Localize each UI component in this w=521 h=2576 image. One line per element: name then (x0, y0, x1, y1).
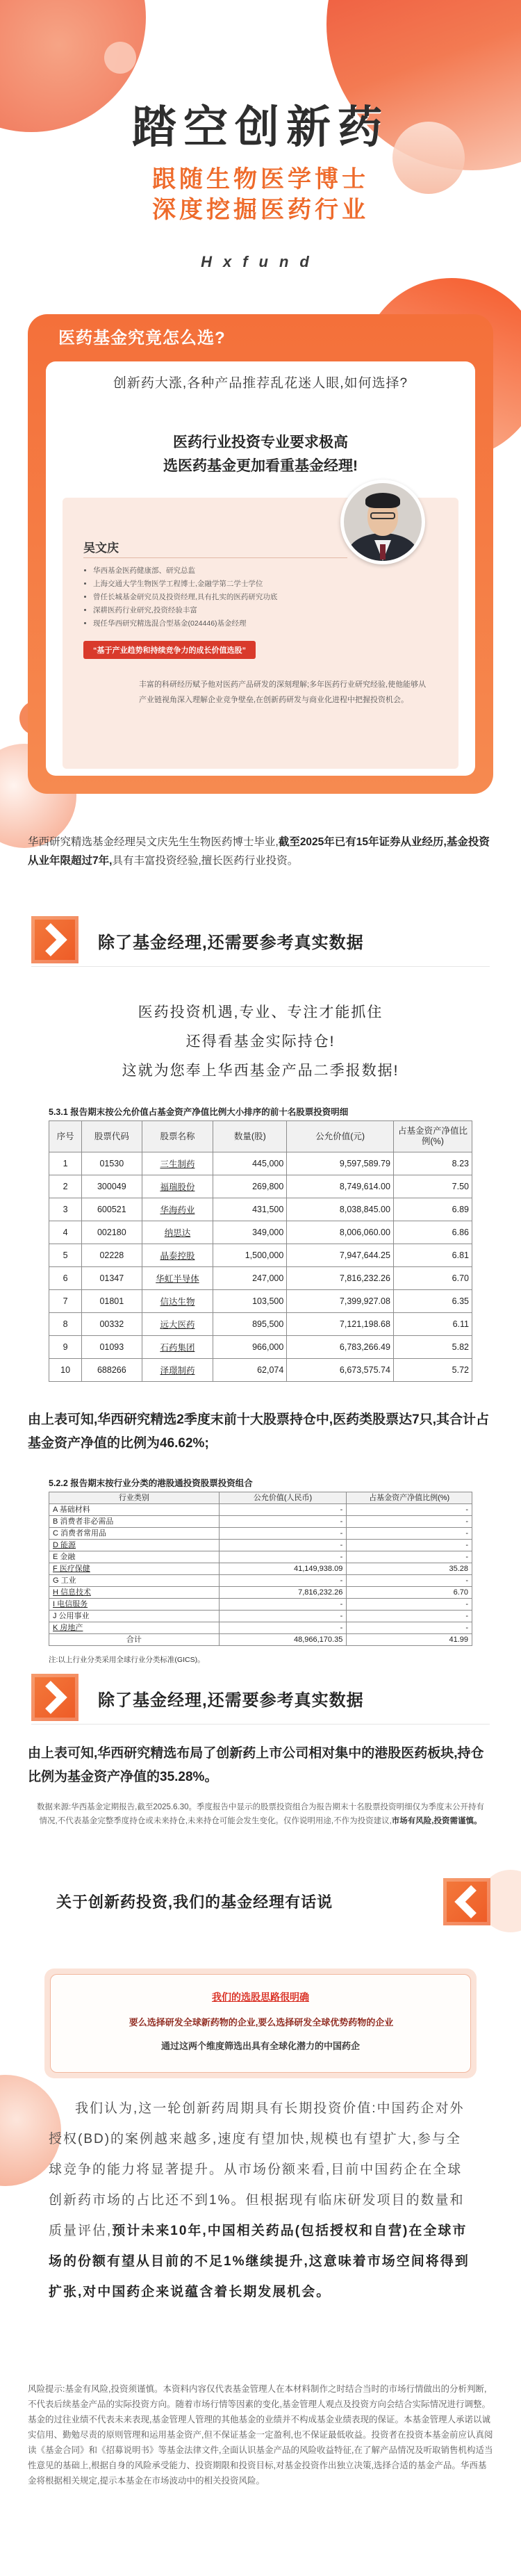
col-header: 行业类别 (49, 1492, 220, 1504)
manager-intro (28, 833, 493, 870)
cell-code: 00332 (82, 1313, 142, 1336)
col-header: 公允价值(人民币) (219, 1492, 347, 1504)
manager-view (49, 2094, 472, 2308)
table-row (49, 1313, 472, 1336)
table-row (49, 1575, 472, 1587)
banner-title: 除了基金经理,还需要参考真实数据 (98, 934, 364, 952)
cell-industry: G 工业 (49, 1575, 220, 1587)
arrow-right-icon (31, 1674, 78, 1721)
manager-note: 丰富的科研经历赋予他对医药产品研发的深刻理解;多年医药行业研究经验,使他能够从产业链视角深入理解企业竞争壁垒,在创新药研发与商业化进程中把握投资机会。 (139, 680, 427, 704)
card-question: 创新药大涨,各种产品推荐乱花迷人眼,如何选择? (113, 376, 408, 391)
slogan-line: 还得看基金实际持仓! (185, 1034, 336, 1050)
cell-index: 2 (49, 1175, 82, 1198)
cell-stock-name[interactable]: 石药集团 (142, 1336, 213, 1359)
cell-fair-value: - (219, 1575, 347, 1587)
table-row (49, 1198, 472, 1221)
hero-subtitle-line: 深度挖掘医药行业 (152, 197, 369, 223)
card-highlight-line: 医药行业投资专业要求极高 (173, 434, 348, 450)
cell-fair-value: 9,597,589.79 (287, 1152, 394, 1175)
card-highlight (60, 431, 461, 478)
cell-ratio: - (347, 1551, 472, 1563)
table-row (49, 1563, 472, 1575)
holdings-summary: 由上表可知,华西研究精选2季度末前十大股票持仓中,医药类股票达7只,其合计占基金资产净值的比例为46.62%; (28, 1412, 489, 1451)
cell-fair-value: 8,038,845.00 (287, 1198, 394, 1221)
cell-stock-name[interactable]: 纳思达 (142, 1221, 213, 1244)
card-title: 医药基金究竟怎么选? (58, 329, 226, 348)
top-holdings-table (49, 1120, 472, 1382)
cell-industry: A 基础材料 (49, 1504, 220, 1516)
section-banner (31, 916, 490, 967)
strategy-quote (50, 1974, 471, 2073)
fund-selection-card (28, 314, 493, 794)
bio-item: • 现任华西研究精选混合型基金(024446)基金经理 (93, 617, 447, 630)
cell-fair-value: 6,673,575.74 (287, 1359, 394, 1382)
intro-text: 具有丰富投资经验,擅长医药行业投资。 (112, 855, 299, 867)
cell-ratio: - (347, 1540, 472, 1551)
cell-quantity: 103,500 (213, 1290, 287, 1313)
cell-ratio: - (347, 1516, 472, 1528)
cell-code: 300049 (82, 1175, 142, 1198)
table-header-row (49, 1121, 472, 1152)
cell-quantity: 62,074 (213, 1359, 287, 1382)
cell-code: 01801 (82, 1290, 142, 1313)
card-panel (46, 361, 475, 776)
bio-item: • 深耕医药行业研究,投资经验丰富 (93, 604, 447, 617)
cell-fair-value: - (219, 1540, 347, 1551)
table-row (49, 1336, 472, 1359)
cell-ratio: 35.28 (347, 1563, 472, 1575)
cell-fair-value: 7,121,198.68 (287, 1313, 394, 1336)
cell-code: 01093 (82, 1336, 142, 1359)
manager-avatar (340, 480, 425, 564)
col-header: 数量(股) (213, 1121, 287, 1152)
strategy-quote-frame (44, 1968, 477, 2078)
cell-fair-value: 8,006,060.00 (287, 1221, 394, 1244)
table-row (49, 1244, 472, 1267)
table-header-row (49, 1492, 472, 1504)
cell-stock-name[interactable]: 泽璟制药 (142, 1359, 213, 1382)
table-row (49, 1551, 472, 1563)
section-header-title: 关于创新药投资,我们的基金经理有话说 (56, 1893, 333, 1911)
cell-index: 3 (49, 1198, 82, 1221)
cell-industry: C 消费者常用品 (49, 1528, 220, 1540)
table-row (49, 1267, 472, 1290)
cell-quantity: 431,500 (213, 1198, 287, 1221)
cell-ratio: 7.50 (393, 1175, 472, 1198)
cell-index: 1 (49, 1152, 82, 1175)
page-title: 踏空创新药 (132, 102, 389, 152)
cell-fair-value: 8,749,614.00 (287, 1175, 394, 1198)
banner-tile (31, 1674, 78, 1721)
table-row (49, 1516, 472, 1528)
cell-stock-name[interactable]: 华海药业 (142, 1198, 213, 1221)
decor-circle (104, 42, 136, 74)
col-header: 公允价值(元) (287, 1121, 394, 1152)
cell-ratio: 6.35 (393, 1290, 472, 1313)
cell-fair-value: - (219, 1528, 347, 1540)
section-header (31, 1878, 490, 1927)
bio-item: • 曾任长城基金研究员及投资经理,具有扎实的医药研究功底 (93, 591, 447, 604)
table-row (49, 1504, 472, 1516)
cell-stock-name[interactable]: 三生制药 (142, 1152, 213, 1175)
cell-code: 002180 (82, 1221, 142, 1244)
data-source-note (35, 1800, 486, 1828)
slogan-line: 医药投资机遇,专业、专注才能抓住 (138, 1004, 383, 1020)
avatar-tie (380, 544, 386, 560)
banner-title: 除了基金经理,还需要参考真实数据 (98, 1691, 364, 1710)
cell-fair-value: 7,816,232.26 (287, 1267, 394, 1290)
cell-ratio: 5.72 (393, 1359, 472, 1382)
brand-name: Hxfund (201, 253, 320, 270)
intro-highlight: 截至2025年已有15年证券从业经历,基金投资从业年限超过7年, (28, 836, 490, 867)
table-row (49, 1359, 472, 1382)
col-header: 股票代码 (82, 1121, 142, 1152)
cell-index: 9 (49, 1336, 82, 1359)
table-title: 5.2.2 报告期末按行业分类的港股通投资股票投资组合 (49, 1478, 253, 1488)
cell-fair-value: - (219, 1622, 347, 1634)
cell-fair-value: - (219, 1599, 347, 1611)
cell-index: 5 (49, 1244, 82, 1267)
cell-index: 10 (49, 1359, 82, 1382)
quote-line: 要么选择研发全球新药物的企业,要么选择研发全球优势药物的企业 (129, 2017, 394, 2028)
table-total-row (49, 1634, 472, 1646)
intro-text: 华西研究精选基金经理吴文庆先生生物医药博士毕业, (28, 836, 279, 848)
arrow-left-icon (443, 1878, 490, 1925)
cell-industry[interactable]: I 电信服务 (49, 1599, 220, 1611)
cell-quantity: 247,000 (213, 1267, 287, 1290)
cell-ratio: 6.81 (393, 1244, 472, 1267)
col-header: 序号 (49, 1121, 82, 1152)
view-highlight: 预计未来10年,中国相关药品(包括授权和自营)在全球市场的份额有望从目前的不足1%继续提升,这意味着市场空间将得到扩张,对中国药企来说蕴含着长期发展机会。 (49, 2224, 470, 2299)
cell-quantity: 349,000 (213, 1221, 287, 1244)
cell-fair-value: 7,399,927.08 (287, 1290, 394, 1313)
avatar-glasses (370, 512, 395, 519)
manager-badge: “基于产业趋势和持续竞争力的成长价值选股” (83, 641, 256, 659)
header-tile (443, 1878, 490, 1925)
cell-ratio: - (347, 1611, 472, 1622)
cell-index: 4 (49, 1221, 82, 1244)
bio-item: • 华西基金医药健康部、研究总监 (93, 564, 447, 578)
table-row (49, 1221, 472, 1244)
cell-stock-name[interactable]: 信达生物 (142, 1290, 213, 1313)
quote-title: 我们的选股思路很明确 (212, 1991, 309, 2003)
cell-ratio: 6.86 (393, 1221, 472, 1244)
table-row (49, 1540, 472, 1551)
cell-industry[interactable]: F 医疗保健 (49, 1563, 220, 1575)
view-text: 我们认为,这一轮创新药周期具有长期投资价值:中国药企对外授权(BD)的案例越来越多,速度有望加快,规模也有望扩大,参与全球竞争的能力将显著提升。从市场份额来看,目前中国药企在全球创新药市场的占比还不到1%。但根据现有临床研发项目的数量和质量评估, (49, 2101, 465, 2238)
quote-line: 通过这两个维度筛选出具有全球化潜力的中国药企 (160, 2041, 360, 2051)
cell-stock-name[interactable]: 远大医药 (142, 1313, 213, 1336)
industry-allocation-table (49, 1492, 472, 1646)
table-row (49, 1611, 472, 1622)
cell-ratio: 8.23 (393, 1152, 472, 1175)
risk-warning: 市场有风险,投资需谨慎。 (391, 1817, 482, 1825)
cell-industry: B 消费者非必需品 (49, 1516, 220, 1528)
card-highlight-line: 选医药基金更加看重基金经理! (163, 458, 358, 474)
cell-industry[interactable]: D 能源 (49, 1540, 220, 1551)
cell-fair-value: 7,947,644.25 (287, 1244, 394, 1267)
slogan-line: 这就为您奉上华西基金产品二季报数据! (122, 1063, 399, 1079)
divider (83, 557, 347, 558)
cell-ratio: 6.89 (393, 1198, 472, 1221)
section-banner (31, 1674, 490, 1725)
source-text: 数据来源:华西基金定期报告,截至2025.6.30。季度报告中显示的股票投资组合为报告期末十名股票投资明细仅为季度末公开持有情况,不代表基金完整季度持仓或未来持仓,未来持仓可能会发生变化。仅作说明用途,不作为投资建议, (36, 1803, 485, 1825)
bio-item: • 上海交通大学生物医学工程博士,金融学第二学士学位 (93, 578, 447, 591)
cell-fair-value: - (219, 1504, 347, 1516)
manager-name: 吴文庆 (83, 541, 119, 555)
cell-stock-name[interactable]: 晶泰控股 (142, 1244, 213, 1267)
cell-quantity: 445,000 (213, 1152, 287, 1175)
cell-total-value: 48,966,170.35 (219, 1634, 347, 1646)
cell-code: 01347 (82, 1267, 142, 1290)
cell-total-ratio: 41.99 (347, 1634, 472, 1646)
manager-bio (83, 564, 447, 630)
table-row (49, 1175, 472, 1198)
cell-fair-value: - (219, 1551, 347, 1563)
cell-code: 02228 (82, 1244, 142, 1267)
arrow-right-icon (31, 916, 78, 963)
cell-ratio: 6.70 (347, 1587, 472, 1599)
cell-fair-value: - (219, 1611, 347, 1622)
risk-disclaimer: 风险提示:基金有风险,投资须谨慎。本资料内容仅代表基金管理人在本材料制作之时结合当时的市场行情做出的分析判断,不代表后续基金产品的实际投资方向。随着市场行情等因素的变化,基金管理人观点及投资方向会结合实际情况进行调整。基金的过往业绩不代表未来表现,基金管理人管理的其他基金的业绩并不构成基金业绩表现的保证。本基金管理人承诺以诚实信用、勤勉尽责的原则管理和运用基金资产,但不保证基金一定盈利,也不保证最低收益。投资者在投资本基金前应认真阅读《基金合同》和《招募说明书》等基金法律文件,全面认识基金产品的风险收益特征,在了解产品情况及听取销售机构适当性意见的基础上,根据自身的风险承受能力、投资期限和投资目标,对基金投资作出独立决策,选择合适的基金产品。华西基金将根据相关规定,提示本基金在市场波动中的相关投资风险。 (28, 2384, 493, 2486)
table-row (49, 1152, 472, 1175)
cell-ratio: 5.82 (393, 1336, 472, 1359)
hero-subtitle (0, 164, 521, 225)
cell-ratio: 6.70 (393, 1267, 472, 1290)
cell-quantity: 895,500 (213, 1313, 287, 1336)
table-title: 5.3.1 报告期末按公允价值占基金资产净值比例大小排序的前十名股票投资明细 (49, 1107, 349, 1117)
cell-fair-value: 6,783,266.49 (287, 1336, 394, 1359)
cell-fair-value: - (219, 1516, 347, 1528)
hero-subtitle-line: 跟随生物医学博士 (152, 166, 369, 193)
cell-stock-name[interactable]: 华虹半导体 (142, 1267, 213, 1290)
table-row (49, 1622, 472, 1634)
cell-code: 01530 (82, 1152, 142, 1175)
industry-summary: 由上表可知,华西研究精选布局了创新药上市公司相对集中的港股医药板块,持仓比例为基金资产净值的35.28%。 (28, 1746, 484, 1784)
cell-total-label: 合计 (49, 1634, 220, 1646)
slogan (0, 998, 521, 1086)
banner-tile (31, 916, 78, 963)
cell-index: 7 (49, 1290, 82, 1313)
cell-stock-name[interactable]: 福瑞股份 (142, 1175, 213, 1198)
table-row (49, 1528, 472, 1540)
cell-quantity: 269,800 (213, 1175, 287, 1198)
cell-ratio: - (347, 1575, 472, 1587)
table-row (49, 1587, 472, 1599)
col-header: 占基金资产净值比例(%) (347, 1492, 472, 1504)
table-footnote: 注:以上行业分类采用全球行业分类标准(GICS)。 (49, 1656, 205, 1664)
cell-ratio: - (347, 1599, 472, 1611)
cell-ratio: - (347, 1504, 472, 1516)
cell-industry: E 金融 (49, 1551, 220, 1563)
table-row (49, 1290, 472, 1313)
cell-quantity: 966,000 (213, 1336, 287, 1359)
cell-fair-value: 7,816,232.26 (219, 1587, 347, 1599)
table-row (49, 1599, 472, 1611)
cell-quantity: 1,500,000 (213, 1244, 287, 1267)
cell-industry[interactable]: H 信息技术 (49, 1587, 220, 1599)
cell-ratio: 6.11 (393, 1313, 472, 1336)
col-header: 股票名称 (142, 1121, 213, 1152)
avatar-hair (365, 493, 400, 508)
cell-code: 600521 (82, 1198, 142, 1221)
cell-index: 8 (49, 1313, 82, 1336)
cell-ratio: - (347, 1622, 472, 1634)
cell-industry[interactable]: K 房地产 (49, 1622, 220, 1634)
cell-code: 688266 (82, 1359, 142, 1382)
col-header: 占基金资产净值比例(%) (393, 1121, 472, 1152)
cell-ratio: - (347, 1528, 472, 1540)
cell-industry: J 公用事业 (49, 1611, 220, 1622)
cell-fair-value: 41,149,938.09 (219, 1563, 347, 1575)
cell-index: 6 (49, 1267, 82, 1290)
